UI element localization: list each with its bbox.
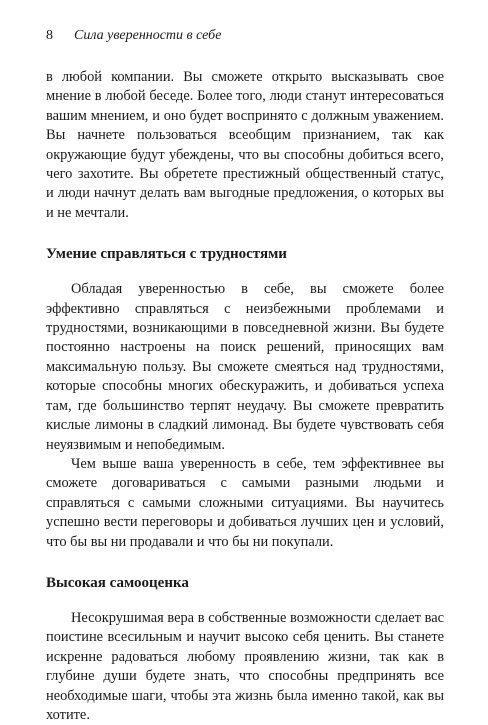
body-paragraph: Обладая уверенностью в себе, вы сможете более эффективно справляться с неизбежными проблемами и трудностями, возникающими в повседневной жизни. Вы будете постоянно настроены на поиск решений, приносящих вам максимальную пользу. Вы сможете смеяться над трудностями, которые способны многих обескуражить, и добиваться успеха там, где большинство терпят неудачу. Вы сможете превратить кислые лимоны в сладкий лимонад. Вы будете чувствовать себя неуязвимым и непобедимым. (46, 281, 444, 453)
book-page (46, 28, 444, 725)
section-heading: Умение справляться с трудностями (46, 246, 287, 263)
section-coping-with-difficulties (46, 245, 444, 552)
body-paragraph: Несокрушимая вера в собственные возможности сделает вас поистине всесильным и научит высоко себя ценить. Вы станете искренне радоваться любому проявлению жизни, так как в глубине души будете знать, что способны предпринять все необходимые шаги, чтобы эта жизнь была именно такой, как вы хотите. (46, 609, 444, 723)
intro-paragraph: в любой компании. Вы сможете открыто высказывать свое мнение в любой беседе. Более того, люди станут интересоваться вашим мнением, и оно будет воспринято с должным уважением. Вы начнете пользоваться всеобщим признанием, так как окружающие будут убеждены, что вы способны добиться всего, чего захотите. Вы обретете престижный общественный статус, и люди начнут делать вам выгодные предложения, о которых вы и не мечтали. (46, 69, 444, 221)
running-title: Сила уверенности в себе (74, 28, 222, 43)
section-heading: Высокая самооценка (46, 574, 189, 591)
section-high-self-esteem (46, 574, 444, 725)
body-paragraph: Чем выше ваша уверенность в себе, тем эффективнее вы сможете договариваться с самыми разными людьми и справляться с самыми сложными ситуациями. Вы научитесь успешно вести переговоры и добиваться лучших цен и условий, что бы вы ни продавали и что бы ни покупали. (46, 455, 444, 550)
page-number: 8 (46, 28, 53, 43)
running-head (46, 28, 444, 50)
